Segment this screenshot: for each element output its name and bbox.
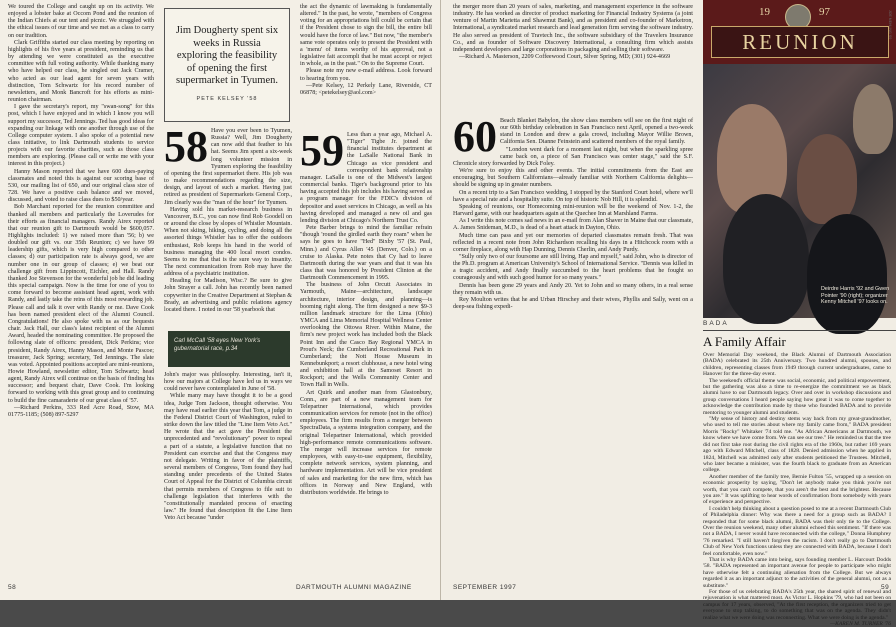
paragraph: "London went dark for a moment last night, but when the sparkling spree came back on, a piece of San Francisco was center stage," said the S.F. Chronicle story forwarded by Dick Foley. xyxy=(453,146,693,167)
paragraph: "Sully only two of our foursome are still living, Hap and myself," said John, who is director of the Ph.D. program at American University's School of International Service. "Dennis was killed in a tragic accident, and Andy finally succumbed to the heart problems that he fought so courageously and with such good humor for so many years." xyxy=(453,253,693,282)
paragraph: Bob Marchant reported for the reunion committee and thanked all members and particularly the Loverudes for their efforts as financial managers. Randy Airex reported that our reunion gift to Dartmouth would be $600,057. Highlights included: 1) we raised more than '56; b) we doubled our gift vs. our 35th Reunion; c) we have 99 leadership gifts, which is very high compared to other classes; d) our participation rate is always good, we are number one in our group of classes; e) we beat our challenge gift from Lippincott, Eichler, and Hall. Randy thanked Joe Stevenson for the wonderful job he did leading this special campaign. Now is the time for one of you to come forward to become assistant head agent, work with Randy, and lastly take the reins of this most rewarding job. Please call and talk it over with Randy or me. Dave Cook has been named president elect of the Alumni Council. Congratulations! He also spoke with us as our bequests chair. Jack Hall, our class's latest recipient of the Alumni Award, headed the nominating committee. He proposed the following slate of officers: president, Dick Perkins; vice president, Randy Airex, Hanny Mason, and Monte Pascoe; treasurer, Jack Spring; secretary, Ted Jennings. The slate was voted. Appointed positions accepted are mini-reunions, Howie Howland, newsletter editor, Tom Schwartz; head agent, Randy Airex will continue on the basis of finding his successor; and bequest chair, Dave Cook. I'm looking forward to working with this great group and to continuing to build the fine camaraderie of our great class of '57. xyxy=(8,204,154,404)
paragraph: Please note my new e-mail address. Look forward to hearing from you. xyxy=(300,68,432,82)
class-year-58-dropcap: 58 xyxy=(164,122,208,171)
pull-quote-box xyxy=(164,8,290,122)
paragraph: While many may have thought it to be a good idea, Judge Tom Jackson, thought otherwise. You may have read earlier this year that Tom, a judge in the Federal District Court of Washington, ruled to strike down the law titled the "Line Item Veto Act." He wrote that the act gave the President the unprecedented and "revolutionary" power to repeal a part of a statute, a legislative function that no President can exercise and that the Congress may not delegate. Writing in favor of the plaintiffs, several members of Congress, Tom found they had standing under precedents of the United States Court of Appeal for the District of Columbia circuit that permits members of Congress to file suit to challenge legislation that interferes with the "constitutionally mandated process of enacting law." He found that description fit the Line Item Veto Act because "under xyxy=(164,393,292,522)
class-year-60-dropcap: 60 xyxy=(453,112,497,161)
paragraph: Less than a year ago, Michael A. "Tiger" Tigbe Jr. joined the financial institutes department at the LaSalle National Bank in Chicago as vice president and correspondent bank relationship manager. LaSalle is one of the Midwest's largest commercial banks. Tiger's background prior to his having accepted this job includes his having served as a program manager for the FDIC's division of depositor and asset services in Chicago, as well as his having developed and managed a new oil and gas lending division at Chicago's Northern Trust Co. xyxy=(300,132,432,224)
right-folio-magazine: SEPTEMBER 1997 xyxy=(453,584,517,591)
paragraph: "My sense of history and destiny stems way back from my great-grandmother, who used to tell me stories about where my family came from," BADA president Morris "Rocky" Whitaker '74 told me. "As African Americans at Dartmouth, we know where we have come from. We can see our tree." He reminded us that the tree did not first take root during the civil rights era of the 1960s, but rather 169 years ago with Edward Mitchell, class of 1828. Denied admission when he applied in 1824, Mitchell was admitted only after students petitioned the Trustees. Mitchell, who later became a minister, was the fourth black to graduate from an American college. xyxy=(703,416,891,474)
paragraph: Dennis has been gone 29 years and Andy 20. Yet to John and so many others, in a real sense they remain with us. xyxy=(453,282,693,296)
reunion-header xyxy=(703,0,896,64)
article-signature: —KAREN M. TURNER '76 xyxy=(830,621,891,627)
pull-quote-attribution: PETE KELSEY '58 xyxy=(196,95,258,102)
paragraph: Speaking of reunions, our Homecoming mini-reunion will be the weekend of Nov. 1-2, the Harvard game, with our headquarters again at the Quechee Inn at Marshland Farms. xyxy=(453,203,693,218)
paragraph: Have you ever been to Tyumen, Russia? Well, Jim Dougherty can now add that feather to his hat. Seems Jim spent a six-week long volunteer mission in Tyumen exploring the feasibility of opening the first supermarket there. His job was to make recommendations regarding the size, design, and layout of such a market. Having just retired as president of Supermarkets General Corp., Jim clearly was the "man of the hour" for Tyumen. xyxy=(164,128,292,206)
paragraph: We're sure to enjoy this and other events. The initial commitments from the East are encouraging, but Southern Californians—already familiar with Northern California delights—should be signing up in greater numbers. xyxy=(453,168,693,189)
callout-box[interactable] xyxy=(168,331,290,367)
paragraph: That is why BADA came into being, says founding member L. Harcourt Dodds '58. "BADA represented an important avenue for people to participate who might have otherwise felt a continuing alienation from the College. But we always regarded it as an important adjunct to the activities of the general alumni, not as a substitute." xyxy=(703,557,891,589)
paragraph: Beach Blanket Babylon, the show class members will see on the first night of our 60th birthday celebration in San Francisco next April, opened a two-week stand in London and drew a gala crowd, including Mayor Willie Brown, California Sen. Dianne Feinstein and scattered members of the royal family. xyxy=(500,118,693,146)
paragraph: I gave the secretary's report, my "swan-song" for this post, which I have enjoyed and in which I know you will support my successor, Ted Jennings. Ted has good ideas for expanding our linkage with one another through use of the College computer system. I also spoke of a potential new class initiative, to link Dartmouth students to service projects with our favorite charities, such as those class members are exploring. (Please call or write me with your interest in this project.) xyxy=(8,104,154,168)
left-folio-number: 58 xyxy=(8,584,17,591)
paragraph: Hanny Mason reported that we have 600 dues-paying classmates and noted this is against our scoring base of 530, our mailing list of 650, and our original class size of 728. We have a positive cash balance and we moved, discussed, and voted to raise class dues to $50/year. xyxy=(8,168,154,204)
year-left: 19 xyxy=(759,6,770,18)
reunion-title: REUNION xyxy=(711,26,889,58)
person-silhouette xyxy=(853,84,893,154)
right-page xyxy=(441,0,896,627)
paragraph: The weekend's official theme was social, economic, and political empowerment, but the gathering was also a time to re-energize the commitment we as black alumni have to our Dartmouth legacy. Over and over in workshop discussions and group conversations I heard people saying how great it was to come together to acknowledge the contribution made by those who founded BADA and to provide mentoring to younger alumni and students. xyxy=(703,377,891,416)
paragraph: Having sold his market-research business in Vancouver, B.C., you can now find Rob Goodell on or around the close by slopes of Whistler Mountain. When not skiing, hiking, cycling, and doing all the assorted things Whistler has to offer the outdoors enthusiast, Rob keeps his hand in the world of business managing the 400 local resort condos. Seems to me that that is the sure way to insanity. The next communication from Rob may have the address of a psychiatric institution. xyxy=(164,206,292,278)
section-rule xyxy=(703,330,896,331)
paragraph: Another member of the family tree, Bernie Fulton '55, wrapped up a session on economic prosperity by saying, "Don't let anybody make you think you're not worth, that you can't compete, that you aren't the best and the brightest. Because you are." It was uplifting to hear words of confirmation from somebody with years of experience and perspective. xyxy=(703,473,891,506)
paragraph: —Pete Kelsey, 12 Perkely Lane, Riverside, CT 06878; <petekelsey@aol.com> xyxy=(300,82,432,96)
callout-text: Carl McCall '58 eyes New York's gubernatorial race, p.34 xyxy=(174,338,261,352)
paragraph: John's major was philosophy. Interesting, isn't it, how our majors at College have led us in ways we could never have contemplated in June of '58. xyxy=(164,372,292,393)
paragraph: Much time can pass and yet our memories of departed classmates remain fresh. That was reflected in a recent note from John Richardson recalling his days in a Hitchcock room with a corner fireplace, along with Hap Dunning, Dennis Cherlin, and Andy Purdy. xyxy=(453,232,693,253)
paragraph: —Richard A. Masterson, 2209 Coffeewood Court, Silver Spring, MD; (301) 924-4669 xyxy=(459,54,671,61)
person-silhouette xyxy=(723,194,809,324)
paragraph: the act the dynamic of lawmaking is fundamentally altered." In the past, he wrote, "members of Congress voting for an appropriations bill could be certain that if the President chose to sign the bill, the entire bill would have the force of law." But now, "the member's same vote operates only to present the President with a 'menu' of items worthy of his approval, not a legislative fait accompli that he must accept or reject in whole, as in the past." On to the Supreme Court. xyxy=(300,4,432,68)
paragraph: Heading for Madison, Wisc.? Be sure to give John Strayer a call. John has recently been named copywriter in the Creative Department at Stephan & Brady, an advertising and public relations agency located there. I noted in our '58 yearbook that xyxy=(164,278,292,313)
pull-quote: Jim Dougherty spent six weeks in Russia exploring the feasibility of opening the first supermarket in Tyumen. xyxy=(175,25,279,86)
class-year-59-dropcap: 59 xyxy=(300,126,344,175)
paragraph: The business of John Orcutt Associates in Yarmouth, Maine—architecture, landscape architecture, interior design, and planning—is booming right along. The firm designed a new $9-3 million landmark structure for the Lima (Ohio) YMCA and Lima Memorial Hospital Wellness Center overlooking the Ottowa River. Within Maine, the firm's new project work has included both the Black Point Inn and the Casco Bay Regional YMCA in Prout's Neck; the Cumberland Recreational Park in Cumberland; the Nott House Museum in Kennebunkport; a resort clubhouse, a new hotel wing and exhibition hall at the Samoset Resort in Rockport; and the Wells Community Center and Town Hall in Wells. xyxy=(300,282,432,389)
paragraph: the merger more than 20 years of sales, marketing, and management experience in the software industry. He has worked as director of product marketing for Financial Industry Systems (a joint venture of Martin Marietta and Shawmut Bank), and as president and co-founder of Marketron, International, a syndicated market research and lead generation firm serving the software industry. He also served as president of Travtech Inc., the software subsidiary of the Travelers Insurance Co., and as founder of Software Discovery International, a consulting firm which assists independent developers and large corporations in packaging and selling their software. xyxy=(453,4,693,53)
paragraph: For those of us celebrating BADA's 25th year, the shared spirit of renewal and rejuvenation is what mattered most. As Victor L. Hopkins '79, who had not been on campus for 17 years, observed, "At the first reception, the organizers tried to get everyone to stop talking, to do something that was on the agenda. They didn't realize what we were doing was reconnecting. What we were doing is the agenda." xyxy=(703,589,891,621)
paragraph: As I write this note comes sad news in an e-mail from Alan Shaver in Maine that our classmate, A. James Snideman, M.D., is dead of a heart attack in Dayton, Ohio. xyxy=(453,218,693,232)
paragraph: —Richard Perkins, 333 Red Acre Road, Stow, MA 01775-1185; (508) 897-5297 xyxy=(8,404,154,418)
section-title: A Family Affair xyxy=(703,334,786,349)
right-col1-top xyxy=(453,4,693,116)
paragraph: Pete Barber brings to mind the familiar refrain "though 'round the girdled earth they roam" when he says he goes to have "Hed" Bixby '57 (St. Paul, Minn.) and Cyrus Allen '45 (Denver, Colo.) on a cruise to Alaska. Pete notes that Cy had to leave Dartmouth during the war years and that it was his class that was honored by President Clinton at the Dartmouth Commencement in 1995. xyxy=(300,225,432,282)
left-col2-bottom xyxy=(164,372,292,582)
paragraph: Clark Griffiths started our class meeting by reporting on highlights of his five years at president, reminding us that by attending we were constituted as the executive committee with full voting authority. While thanking many who have helped our class, he singled out Jack Cramer, who acted as our lead agent for seven years with distinction, Tom Schwartz for his record number of newsletters, and Monk Bancroft for his efforts as mini-reunion chairman. xyxy=(8,39,154,104)
photo-caption: Deirdre Harris '92 and Gwen Pointer '90 (right); organizer Kenny Mitchell '97 looks on. xyxy=(821,286,890,306)
right-col1 xyxy=(453,112,693,580)
paragraph: Art Quirk and another man from Glastonbury, Conn., are part of a new management team for Telepartner International, which provides communication services for remote (not in the office) employees. The firm results from a merger between SpectraData, a systems integration company, and the original Telepartner International, which provided high-performance remote communications software. The merger will increase services for remote employees, with easy-to-use equipment, flexibility, complete network services, system planning, and hardware implementation. Art will be vice president of sales and marketing for the new firm, which has offices in Norway and New England, with distributors worldwide. He brings to xyxy=(300,389,432,496)
photo-credit: JOE MEHLING '69 xyxy=(888,10,892,40)
paragraph: Over Memorial Day weekend, the Black Alumni of Dartmouth Association (BADA) celebrated its 25th Anniversary. Two hundred alumni, spouses, and children, representing classes from 1949 through current undergraduates, came to Hanover for the three-day event. xyxy=(703,352,891,378)
section-tag: BADA xyxy=(703,320,729,327)
left-col3-top xyxy=(300,4,432,128)
left-page xyxy=(0,0,441,600)
person-silhouette xyxy=(797,134,857,224)
left-col1 xyxy=(8,4,154,580)
paragraph: I couldn't help thinking about a question posed to me at a recent Dartmouth Club of Philadelphia dinner: Why was there a need for a group such as BADA? I responded that for some black alumni, BADA was their only tie to the College. Over the reunion weekend, many other alumni echoed this sentiment. "If there was not a BADA, I never would have reconnected with the college," Donna Humphrey '76 remarked. "I still haven't forgiven the racism. I don't really go to Dartmouth Club of New York functions unless they are connected with BADA, because I don't feel comfortable, even now." xyxy=(703,505,891,557)
year-right: 97 xyxy=(819,6,830,18)
person-silhouette xyxy=(807,214,887,334)
left-folio-magazine: DARTMOUTH ALUMNI MAGAZINE xyxy=(296,584,412,591)
paragraph: We toured the College and caught up on its activity. We enjoyed a lobster bake at Occom Pond and the reunion of the Indian Chiefs at our tent and picnic. We struggled with the ethical issues of our time and we met as a class to carry on our tradition. xyxy=(8,4,154,39)
paragraph: On a recent trip to a San Francisco wedding, I stopped by the Stanford Court hotel, where we'll have a special rate and a hospitality suite. On top of historic Nob Hill, it is splendid. xyxy=(453,189,693,203)
right-folio-number: 59 xyxy=(881,584,890,591)
left-col2 xyxy=(164,122,292,326)
paragraph: Rey Moulton writes that he and Urban Hirschey and their wives, Phyllis and Sally, went on a deep-sea fishing expedi- xyxy=(453,296,693,311)
left-col3 xyxy=(300,126,432,582)
reunion-photo xyxy=(703,64,896,318)
